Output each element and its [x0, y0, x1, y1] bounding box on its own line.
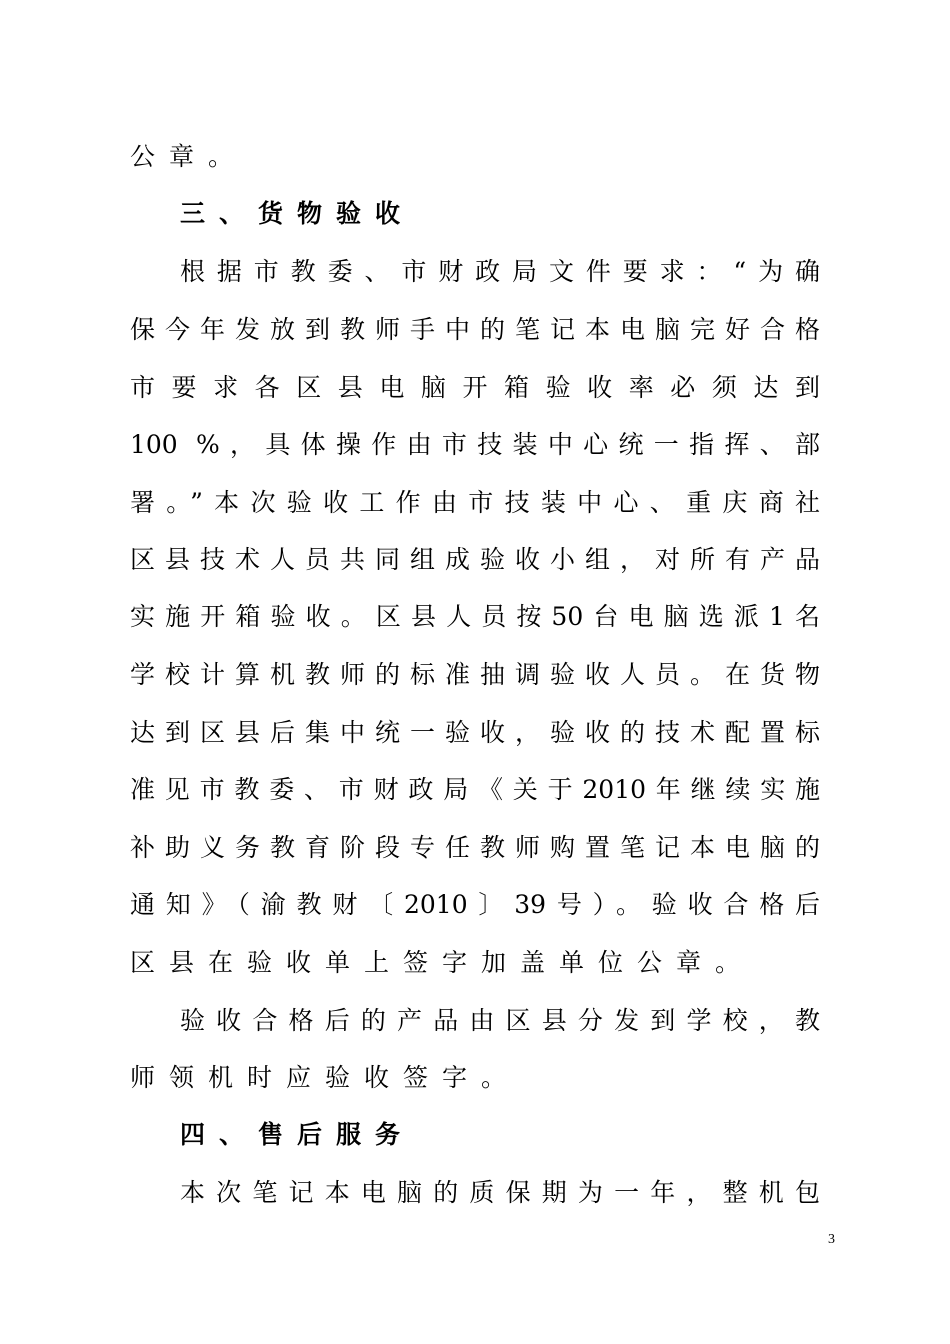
section-heading-acceptance: 三、货物验收: [180, 199, 415, 228]
body-text-line: 验收合格后的产品由区县分发到学校，教: [180, 1006, 820, 1035]
body-text-line: 通知》（渝教财〔2010〕39号）。验收合格后: [130, 890, 820, 919]
body-text-line: 100 %，具体操作由市技装中心统一指挥、部: [130, 430, 820, 459]
body-text-line: 学校计算机教师的标准抽调验收人员。在货物: [130, 660, 820, 689]
body-text-line: 区县技术人员共同组成验收小组，对所有产品: [130, 545, 820, 574]
body-text-line: 根据市教委、市财政局文件要求：“为确: [180, 257, 820, 286]
body-text-line: 署。”本次验收工作由市技装中心、重庆商社: [130, 488, 820, 517]
body-text-line: 师领机时应验收签字。: [130, 1063, 521, 1092]
section-heading-after-sales: 四、售后服务: [180, 1120, 415, 1149]
body-text-line: 保今年发放到教师手中的笔记本电脑完好合格: [130, 315, 820, 344]
body-text-line: 实施开箱验收。区县人员按50台电脑选派1名: [130, 602, 820, 631]
body-text-line: 区县在验收单上签字加盖单位公章。: [130, 948, 755, 977]
body-text-line: 准见市教委、市财政局《关于2010年继续实施: [130, 775, 820, 804]
body-text-line: 补助义务教育阶段专任教师购置笔记本电脑的: [130, 833, 820, 862]
body-text-line: 达到区县后集中统一验收，验收的技术配置标: [130, 718, 820, 747]
page-number: 3: [828, 1232, 835, 1247]
body-text-line: 市要求各区县电脑开箱验收率必须达到: [130, 373, 820, 402]
body-text-line: 本次笔记本电脑的质保期为一年，整机包: [180, 1178, 820, 1207]
body-text-line: 公章。: [130, 142, 248, 171]
